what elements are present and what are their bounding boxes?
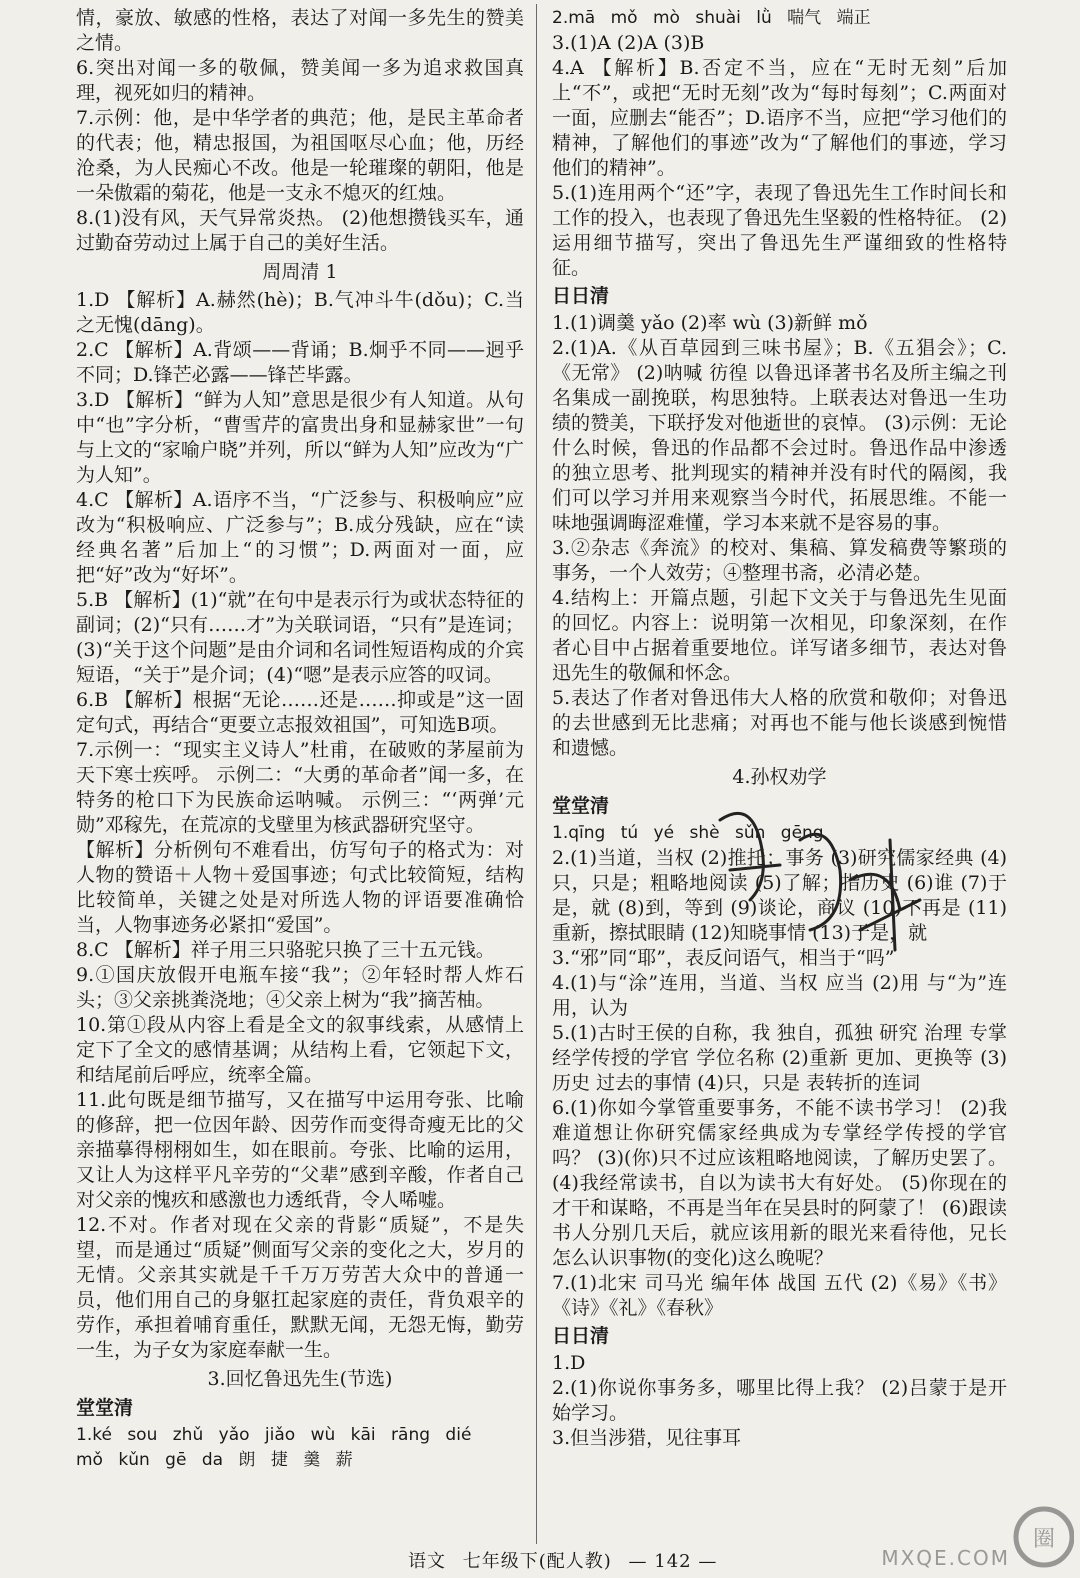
answer-paragraph: 【解析】分析例句不难看出，仿写句子的格式为：对人物的赞语＋人物＋爱国事迹；句式比较简短，结构比较简单，关键之处是对所选人物的评语要准确恰当，人物事迹务必紧扣“爱国”。 [76,839,524,936]
subsection-heading: 堂堂清 [552,795,610,817]
answer-paragraph: 4.A 【解析】B.否定不当，应在“无时无刻”后加上“不”，或把“无时无刻”改为“每时每刻”；C.两面对一面，应删去“能否”；D.语序不当，应把“学习他们的精神，了解他们的事迹”改为“了解他们的事迹，学习他们的精神”。 [552,57,1007,179]
answer-paragraph: 情，豪放、敏感的性格，表达了对闻一多先生的赞美之情。 [76,7,524,54]
answer-paragraph: 1.(1)调羹 yǎo (2)率 wù (3)新鲜 mǒ [552,312,868,334]
svg-text:圈: 圈 [1032,1527,1056,1552]
pinyin-line: 1.ké sou zhǔ yǎo jiǎo wù kāi rāng dié [76,1425,472,1445]
answer-paragraph: 4.(1)与“涂”连用，当道、当权 应当 (2)用 与“为”连用，认为 [552,972,1007,1019]
answer-paragraph: 3.但当涉猎，见往事耳 [552,1427,742,1449]
answer-paragraph: 3.“邪”同“耶”，表反问语气，相当于“吗” [552,947,895,969]
answer-paragraph: 5.(1)古时王侯的自称，我 独自，孤独 研究 治理 专掌经学传授的学官 学位名称 (2)重新 更加、更换等 (3)历史 过去的事情 (4)只，只是 表转折的连词 [552,1022,1007,1094]
answer-paragraph: 1.D [552,1352,586,1374]
subsection-heading: 堂堂清 [76,1397,134,1419]
answer-paragraph: 7.示例：他，是中华学者的典范；他，是民主革命者的代表；他，精忠报国，为祖国呕尽心血；他，历经沧桑，为人民痴心不改。他是一轮璀璨的朝阳，他是一朵傲霜的菊花，他是一支永不熄灭的红烛。 [76,107,524,204]
answer-paragraph: 6.突出对闻一多的敬佩，赞美闻一多为追求救国真理，视死如归的精神。 [76,57,524,104]
answer-paragraph: 2.C 【解析】A.背颂——背诵；B.炯乎不同——迥乎不同；D.锋芒必露——锋芒毕露。 [76,339,524,386]
pinyin-line: 2.mā mǒ mò shuài lǜ 喘气 端正 [552,8,871,28]
answer-paragraph: 6.(1)你如今掌管重要事务，不能不读书学习！ (2)我难道想让你研究儒家经典成为专掌经学传授的学官吗？ (3)(你)只不过应该粗略地阅读，了解历史罢了。 (4)我经常读书，自以为读书大有好处。 (5)你现在的才干和谋略，不再是当年在吴县时的阿蒙了！ (6)跟读书人分别几天后，就应该用新的眼光来看待他，兄长怎么认识事物(的变化)这么晚呢？ [552,1097,1007,1269]
answer-paragraph: 9.①国庆放假开电瓶车接“我”；②年轻时帮人炸石头；③父亲挑粪浇地；④父亲上树为“我”摘苦柚。 [76,964,524,1011]
subsection-heading: 日日清 [552,1325,610,1347]
answer-paragraph: 1.D 【解析】A.赫然(hè)；B.气冲斗牛(dǒu)；C.当之无愧(dāng)。 [76,289,524,336]
answer-paragraph: 12.不对。作者对现在父亲的背影“质疑”，不是失望，而是通过“质疑”侧面写父亲的变化之大，岁月的无情。父亲其实就是千千万万劳苦大众中的普通一员，他们用自己的身躯扛起家庭的责任，背负艰辛的劳作，承担着哺育重任，默默无闻，无怨无悔，勤劳一生，为子女为家庭奉献一生。 [76,1214,524,1361]
answer-paragraph: 10.第①段从内容上看是全文的叙事线索，从感情上定下了全文的感情基调；从结构上看，它领起下文，和结尾前后呼应，统率全篇。 [76,1014,524,1086]
footer-page-number: — 142 — [628,1551,718,1572]
answer-paragraph: 3.(1)A (2)A (3)B [552,32,705,54]
answer-paragraph: 11.此句既是细节描写，又在描写中运用夸张、比喻的修辞，把一位因年龄、因劳作而变得奇瘦无比的父亲描摹得栩栩如生，如在眼前。夸张、比喻的运用，又让人为这样平凡辛劳的“父辈”感到辛酸，作者自己对父亲的愧疚和感激也力透纸背，令人唏嘘。 [76,1089,524,1211]
answer-paragraph: 5.B 【解析】(1)“就”在句中是表示行为或状态特征的副词；(2)“只有……才”为关联词语，“只有”是连词；(3)“关于这个问题”是由介词和名词性短语构成的介宾短语，“关于”是介词；(4)“嗯”是表示应答的叹词。 [76,589,524,686]
footer-grade: 七年级下(配人教) [462,1551,612,1572]
left-column [76,6,524,1473]
page-footer [408,1547,727,1573]
answer-paragraph: 7.(1)北宋 司马光 编年体 战国 五代 (2)《易》《书》《诗》《礼》《春秋》 [552,1272,1007,1319]
section-title: 3.回忆鲁迅先生(节选) [207,1368,393,1390]
answer-paragraph: 3.②杂志《奔流》的校对、集稿、算发稿费等繁琐的事务，一个人效劳；④整理书斋，必清必楚。 [552,537,1007,584]
answer-paragraph: 2.(1)你说你事务多，哪里比得上我？ (2)吕蒙于是开始学习。 [552,1377,1007,1424]
answer-paragraph: 2.(1)当道，当权 (2)推托；事务 (3)研究儒家经典 (4)只，只是；粗略地阅读 (5)了解；指历史 (6)谁 (7)于是，就 (8)到，等到 (9)谈论，商议 (10)不再是 (11)重新，擦拭眼睛 (12)知晓事情 (13)于是，就 [552,847,1007,944]
answer-paragraph: 2.(1)A.《从百草园到三味书屋》；B.《五猖会》；C.《无常》 (2)呐喊 彷徨 以鲁迅译著书名及所主编之刊名集成一副挽联，构思独特。上联表达对鲁迅一生功绩的赞美，下联抒发对他逝世的哀悼。 (3)示例：无论什么时候，鲁迅的作品都不会过时。鲁迅作品中渗透的独立思考、批判现实的精神并没有时代的隔阂，我们可以学习并用来观察当今时代，拓展思维。不能一味地强调晦涩难懂，学习本来就不是容易的事。 [552,337,1007,534]
answer-paragraph: 4.C 【解析】A.语序不当，“广泛参与、积极响应”应改为“积极响应、广泛参与”；B.成分残缺，应在“读经典名著”后加上“的习惯”；D.两面对一面，应把“好”改为“好坏”。 [76,489,524,586]
answer-paragraph: 3.D 【解析】“鲜为人知”意思是很少有人知道。从句中“也”字分析，“曹雪芹的富贵出身和显赫家世”一句与上文的“家喻户晓”并列，所以“鲜为人知”应改为“广为人知”。 [76,389,524,486]
right-column [552,6,1007,1451]
pinyin-line: 1.qīng tú yé shè sǔn gēng [552,823,824,843]
column-divider [536,4,537,1544]
pinyin-line: mǒ kǔn gē da 朗 捷 羹 薪 [76,1450,353,1470]
subsection-heading: 日日清 [552,285,610,307]
answer-paragraph: 7.示例一：“现实主义诗人”杜甫，在破败的茅屋前为天下寒士疾呼。 示例二：“大勇的革命者”闻一多，在特务的枪口下为民族命运呐喊。 示例三：“‘两弹’元勋”邓稼先，在荒凉的戈壁里为核武器研究坚守。 [76,739,524,836]
answer-paragraph: 6.B 【解析】根据“无论……还是……抑或是”这一固定句式，再结合“更要立志报效祖国”，可知选B项。 [76,689,524,736]
watermark-logo-icon [894,1502,1074,1572]
watermark-url: MXQE.COM [881,1546,1010,1570]
handwriting-scribble [690,780,950,980]
section-title: 周周清 1 [262,261,338,283]
section-title: 4.孙权劝学 [732,766,827,788]
answer-paragraph: 5.(1)连用两个“还”字，表现了鲁迅先生工作时间长和工作的投入，也表现了鲁迅先生坚毅的性格特征。 (2)运用细节描写，突出了鲁迅先生严谨细致的性格特征。 [552,182,1007,279]
answer-paragraph: 8.C 【解析】祥子用三只骆驼只换了三十五元钱。 [76,939,495,961]
footer-subject: 语文 [408,1551,446,1572]
answer-paragraph: 5.表达了作者对鲁迅伟大人格的欣赏和敬仰；对鲁迅的去世感到无比悲痛；对再也不能与他长谈感到惋惜和遗憾。 [552,687,1007,759]
answer-paragraph: 4.结构上：开篇点题，引起下文关于与鲁迅先生见面的回忆。内容上：说明第一次相见，印象深刻，在作者心目中占据着重要地位。详写诸多细节，表达对鲁迅先生的敬佩和怀念。 [552,587,1007,684]
answer-paragraph: 8.(1)没有风，天气异常炎热。 (2)他想攒钱买车，通过勤奋劳动过上属于自己的美好生活。 [76,207,524,254]
